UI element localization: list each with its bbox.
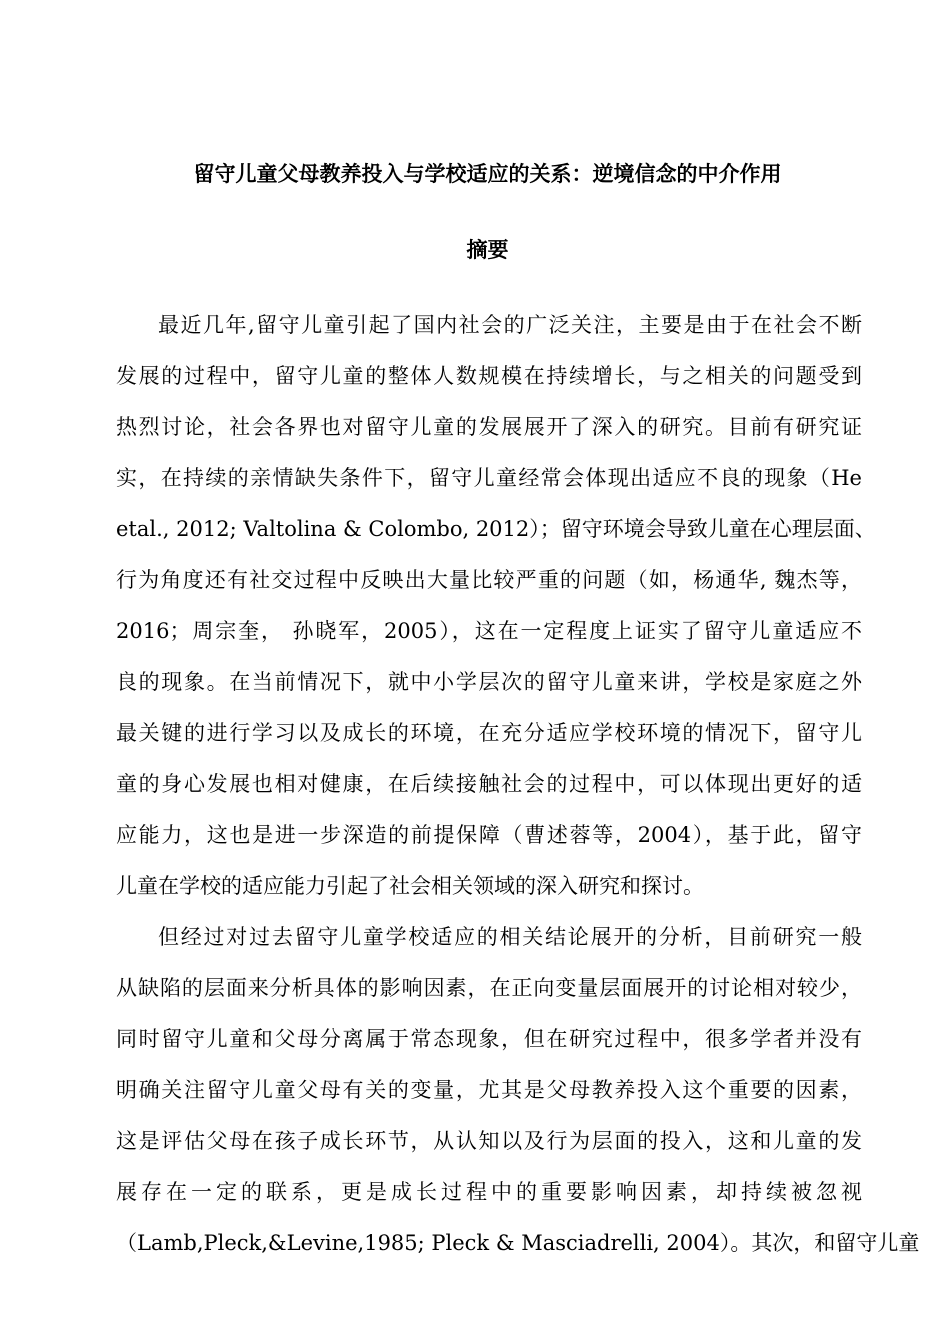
paragraph-line: 实，在持续的亲情缺失条件下，留守儿童经常会体现出适应不良的现象（He bbox=[116, 466, 862, 490]
paragraph-line: 2016；周宗奎， 孙晓军，2005），这在一定程度上证实了留守儿童适应不 bbox=[116, 619, 862, 643]
paragraph-line: 从缺陷的层面来分析具体的影响因素，在正向变量层面展开的讨论相对较少， bbox=[116, 976, 862, 1000]
paragraph-line: 童的身心发展也相对健康，在后续接触社会的过程中，可以体现出更好的适 bbox=[116, 772, 862, 796]
paragraph-line: etal., 2012; Valtolina & Colombo, 2012）；留守环境会导致儿童在心理层面、 bbox=[116, 517, 876, 541]
paragraph-line: 展存在一定的联系，更是成长过程中的重要影响因素，却持续被忽视 bbox=[116, 1180, 862, 1204]
paragraph-line: 但经过对过去留守儿童学校适应的相关结论展开的分析，目前研究一般 bbox=[158, 925, 862, 949]
paragraph-line: （Lamb,Pleck,&Levine,1985; Pleck & Masciadrelli, 2004）。其次，和留守儿童 bbox=[116, 1231, 920, 1255]
paragraph-line: 最近几年,留守儿童引起了国内社会的广泛关注，主要是由于在社会不断 bbox=[158, 313, 862, 337]
paragraph-line: 这是评估父母在孩子成长环节，从认知以及行为层面的投入，这和儿童的发 bbox=[116, 1129, 862, 1153]
paragraph-line: 行为角度还有社交过程中反映出大量比较严重的问题（如，杨通华, 魏杰等， bbox=[116, 568, 862, 592]
paragraph-line: 发展的过程中，留守儿童的整体人数规模在持续增长，与之相关的问题受到 bbox=[116, 364, 862, 388]
document-title: 留守儿童父母教养投入与学校适应的关系：逆境信念的中介作用 bbox=[193, 162, 782, 186]
paragraph-line: 同时留守儿童和父母分离属于常态现象，但在研究过程中，很多学者并没有 bbox=[116, 1027, 862, 1051]
paragraph-line: 明确关注留守儿童父母有关的变量，尤其是父母教养投入这个重要的因素， bbox=[116, 1078, 862, 1102]
paragraph-line: 儿童在学校的适应能力引起了社会相关领域的深入研究和探讨。 bbox=[116, 874, 704, 898]
paragraph-line: 良的现象。在当前情况下，就中小学层次的留守儿童来讲，学校是家庭之外 bbox=[116, 670, 862, 694]
paragraph-line: 最关键的进行学习以及成长的环境，在充分适应学校环境的情况下，留守儿 bbox=[116, 721, 862, 745]
paragraph-line: 热烈讨论，社会各界也对留守儿童的发展展开了深入的研究。目前有研究证 bbox=[116, 415, 862, 439]
abstract-heading: 摘要 bbox=[466, 238, 509, 262]
paragraph-line: 应能力，这也是进一步深造的前提保障（曹述蓉等，2004），基于此，留守 bbox=[116, 823, 862, 847]
